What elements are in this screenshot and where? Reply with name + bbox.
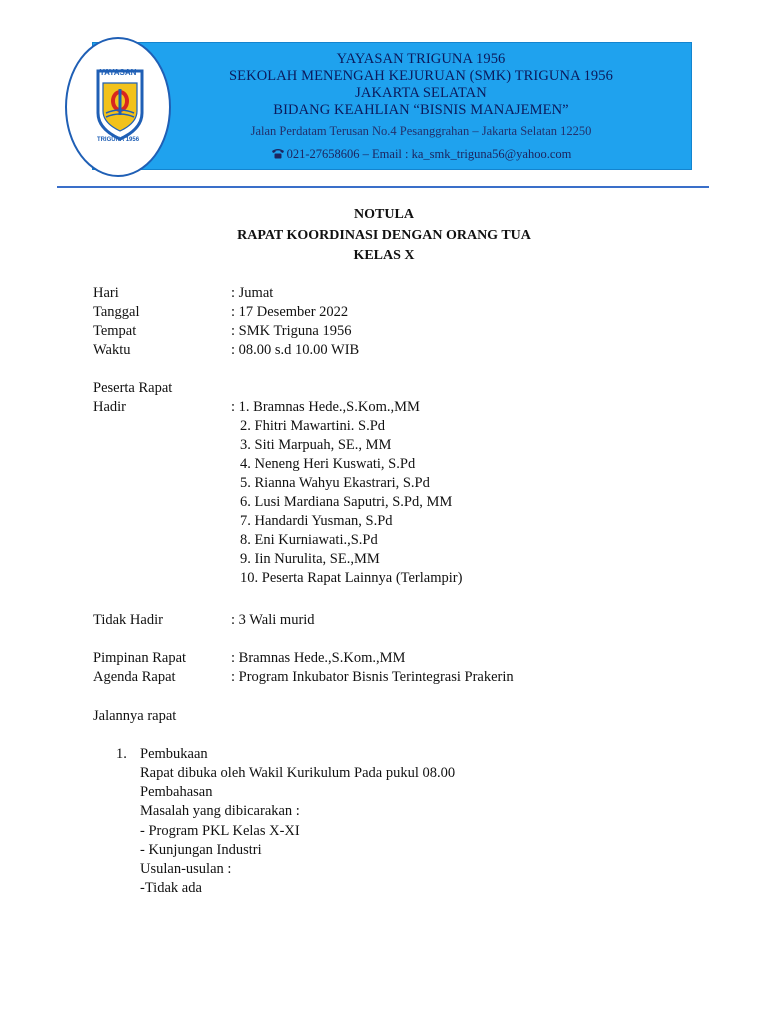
hadir-label: Hadir xyxy=(93,399,127,415)
hadir-list-item: 10. Peserta Rapat Lainnya (Terlampir) xyxy=(240,570,463,586)
tanggal-label: Tanggal xyxy=(93,304,140,320)
proceedings-line: Usulan-usulan : xyxy=(140,861,232,877)
hadir-list-item: 5. Rianna Wahyu Ekastrari, S.Pd xyxy=(240,475,430,491)
svg-text:TRIGUNA 1956: TRIGUNA 1956 xyxy=(96,137,140,143)
letterhead-divider xyxy=(57,186,709,188)
telephone-icon xyxy=(271,147,285,159)
proceedings-line: - Program PKL Kelas X-XI xyxy=(140,823,300,839)
pimpinan-value: : Bramnas Hede.,S.Kom.,MM xyxy=(231,650,406,666)
tidak-hadir-value: : 3 Wali murid xyxy=(231,612,315,628)
school-logo xyxy=(65,37,171,177)
jalannya-heading: Jalannya rapat xyxy=(93,708,177,724)
proceedings-line: Pembukaan xyxy=(140,746,208,762)
foundation-name: YAYASAN TRIGUNA 1956 xyxy=(336,51,506,67)
tempat-value: : SMK Triguna 1956 xyxy=(231,323,352,339)
waktu-label: Waktu xyxy=(93,342,131,358)
school-name: SEKOLAH MENENGAH KEJURUAN (SMK) TRIGUNA 1956 xyxy=(229,68,613,84)
hadir-first-item: : 1. Bramnas Hede.,S.Kom.,MM xyxy=(231,399,420,415)
hadir-list-item: 2. Fhitri Mawartini. S.Pd xyxy=(240,418,386,434)
letterhead-text xyxy=(176,51,666,163)
proceedings-line: -Tidak ada xyxy=(140,880,202,896)
agenda-label: Agenda Rapat xyxy=(93,669,176,685)
school-address: Jalan Perdatam Terusan No.4 Pesanggrahan – Jakarta Selatan 12250 xyxy=(250,124,592,138)
school-field: BIDANG KEAHLIAN “BISNIS MANAJEMEN” xyxy=(273,102,569,118)
hadir-list-item: 3. Siti Marpuah, SE., MM xyxy=(240,437,392,453)
hari-value: : Jumat xyxy=(231,285,274,301)
proceedings-line: Rapat dibuka oleh Wakil Kurikulum Pada pukul 08.00 xyxy=(140,765,456,781)
tidak-hadir-label: Tidak Hadir xyxy=(93,612,163,628)
agenda-value: : Program Inkubator Bisnis Terintegrasi Prakerin xyxy=(231,669,514,685)
document-title: NOTULA xyxy=(354,207,414,222)
document-titles xyxy=(0,205,768,267)
pimpinan-label: Pimpinan Rapat xyxy=(93,650,187,666)
hadir-list-item: 6. Lusi Mardiana Saputri, S.Pd, MM xyxy=(240,494,453,510)
hari-label: Hari xyxy=(93,285,119,301)
peserta-heading: Peserta Rapat xyxy=(93,380,173,396)
waktu-value: : 08.00 s.d 10.00 WIB xyxy=(231,342,360,358)
proceedings-line: - Kunjungan Industri xyxy=(140,842,262,858)
tempat-label: Tempat xyxy=(93,323,137,339)
contact-text: 021-27658606 – Email : ka_smk_triguna56@yahoo.com xyxy=(286,147,572,161)
school-contact xyxy=(176,145,666,163)
hadir-list-item: 4. Neneng Heri Kuswati, S.Pd xyxy=(240,456,416,472)
proceedings-line: Pembahasan xyxy=(140,784,213,800)
document-class: KELAS X xyxy=(353,248,415,263)
tanggal-value: : 17 Desember 2022 xyxy=(231,304,349,320)
hadir-list-item: 7. Handardi Yusman, S.Pd xyxy=(240,513,393,529)
hadir-list-item: 9. Iin Nurulita, SE.,MM xyxy=(240,551,380,567)
hadir-list-item: 8. Eni Kurniawati.,S.Pd xyxy=(240,532,378,548)
logo-lettering xyxy=(65,37,171,177)
proceedings-line: Masalah yang dibicarakan : xyxy=(140,803,300,819)
proceedings-number: 1. xyxy=(116,746,127,762)
document-subtitle: RAPAT KOORDINASI DENGAN ORANG TUA xyxy=(237,227,531,243)
svg-text:YAYASAN: YAYASAN xyxy=(99,68,137,77)
school-city: JAKARTA SELATAN xyxy=(355,85,487,101)
